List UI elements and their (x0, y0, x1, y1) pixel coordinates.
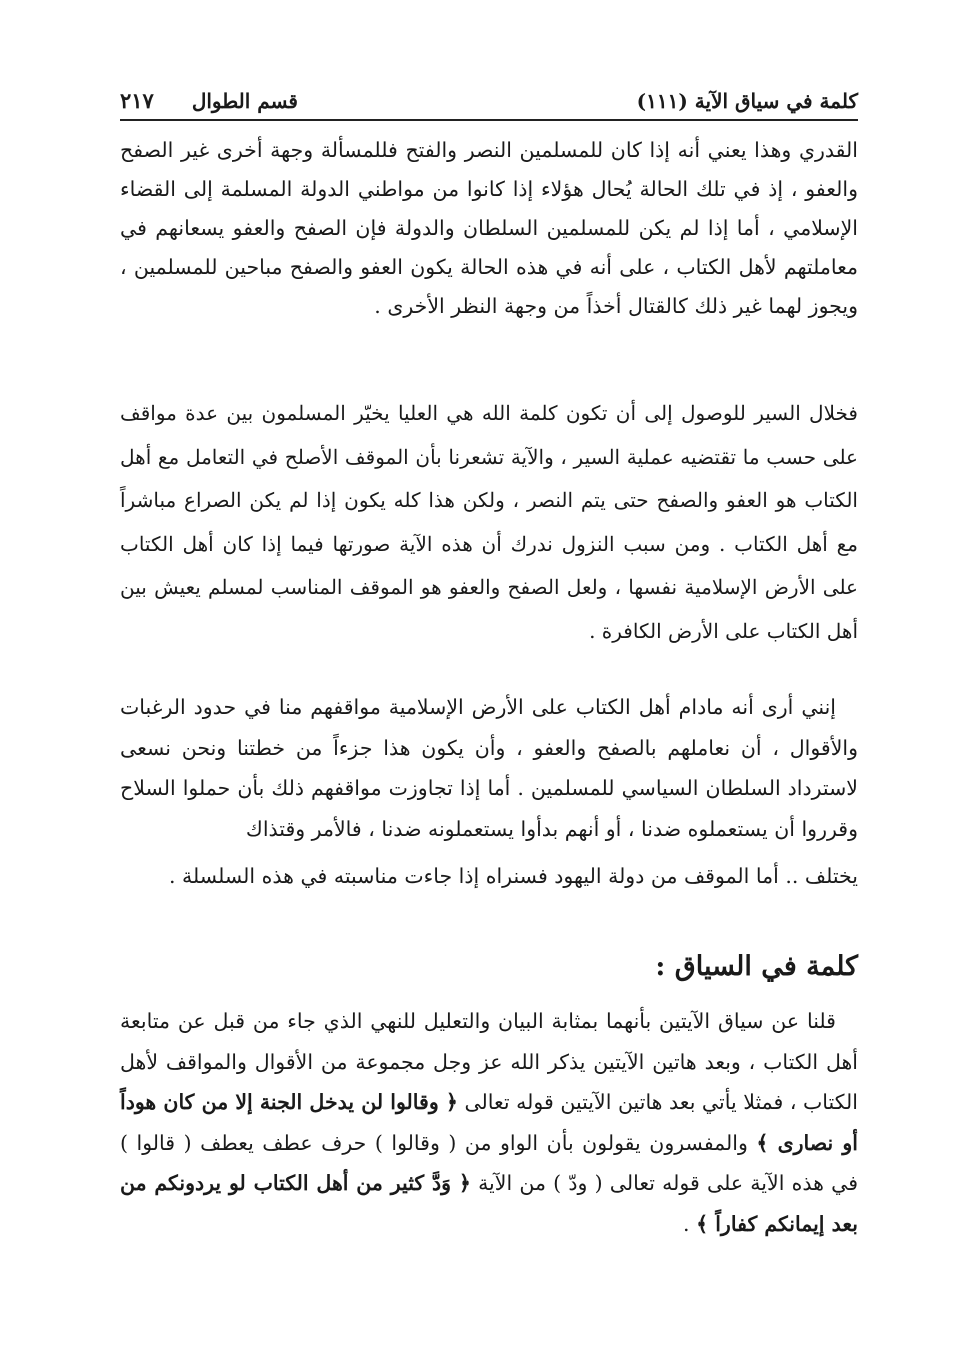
paragraph-4-part3: . (683, 1211, 690, 1236)
section-name: قسم الطوال (191, 89, 298, 113)
paragraph-4 (120, 1001, 858, 1244)
quran-quote-2: ﴿ وَدَّ كثير من أهل الكتاب لو يردونكم من بعد إيمانكم كفاراً ﴾ (120, 1171, 858, 1236)
quran-quote-1: ﴿ وقالوا لن يدخل الجنة إلا من كان هوداً أو نصارى ﴾ (120, 1090, 858, 1155)
header-left-group (120, 88, 298, 113)
section-heading: كلمة في السياق : (655, 951, 858, 982)
paragraph-4-part1: قلنا عن سياق الآيتين بأنهما بمثابة البيان والتعليل للنهي الذي جاء من قبل عن متابعة أهل الكتاب ، وبعد هاتين الآيتين يذكر الله عز وجل مجموعة من الأقوال والمواقف لأهل الكتاب ، فمثلا يأتي بعد هاتين الآيتين قوله تعالى (120, 1009, 858, 1114)
page-header (120, 88, 858, 121)
paragraph-3-end: يختلف .. أما الموقف من دولة اليهود فسنراه إذا جاءت مناسبته في هذه السلسلة . (168, 864, 858, 888)
book-page (120, 88, 858, 1244)
paragraph-1: القدري وهذا يعني أنه إذا كان للمسلمين النصر والفتح فللمسألة وجهة أخرى غير الصفح والعفو ، إذ في تلك الحالة يُحال هؤلاء إذا كانوا من مواطني الدولة المسلمة إلى القضاء الإسلامي ، أما إذا لم يكن للمسلمين السلطان والدولة فإن الصفح والعفو يسعانهم في معاملتهم لأهل الكتاب ، على أنه في هذه الحالة يكون العفو والصفح مباحين للمسلمين ، ويجوز لهما غير ذلك كالقتال أخذاً من وجهة النظر الأخرى . (120, 138, 858, 318)
paragraph-3 (120, 687, 858, 849)
paragraph-3-text: إنني أرى أنه مادام أهل الكتاب على الأرض الإسلامية مواقفهم منا في حدود الرغبات والأقوال ، أن نعاملهم بالصفح والعفو ، وأن يكون هذا جزءاً من خطتنا ونحن نسعى لاسترداد السلطان السياسي للمسلمين . أما إذا تجاوزت مواقفهم ذلك بأن حملوا السلاح وقرروا أن يستعملوه ضدنا ، أو أنهم بدأوا يستعملونه ضدنا ، فالأمر وقتذاك (120, 695, 858, 841)
running-title: كلمة في سياق الآية (١١١) (636, 89, 858, 113)
paragraph-4-part2: والمفسرون يقولون بأن الواو من ( وقالوا ) حرف عطف يعطف ( قالوا ) في هذه الآية على قوله تعالى ( ودّ ) من الآية (120, 1130, 858, 1195)
page-number: ٢١٧ (120, 88, 154, 113)
paragraph-2: فخلال السير للوصول إلى أن تكون كلمة الله هي العليا يخيّر المسلمون بين عدة مواقف على حسب ما تقتضيه عملية السير ، والآية تشعرنا بأن الموقف الأصلح في التعامل مع أهل الكتاب هو العفو والصفح حتى يتم النصر ، ولكن هذا كله يكون إذا لم يكن الصراع مباشراً مع أهل الكتاب . ومن سبب النزول ندرك أن هذه الآية صورتها فيما إذا كان أهل الكتاب على الأرض الإسلامية نفسها ، ولعل الصفح والعفو هو الموقف المناسب لمسلم يعيش بين أهل الكتاب على الأرض الكافرة . (120, 401, 858, 643)
